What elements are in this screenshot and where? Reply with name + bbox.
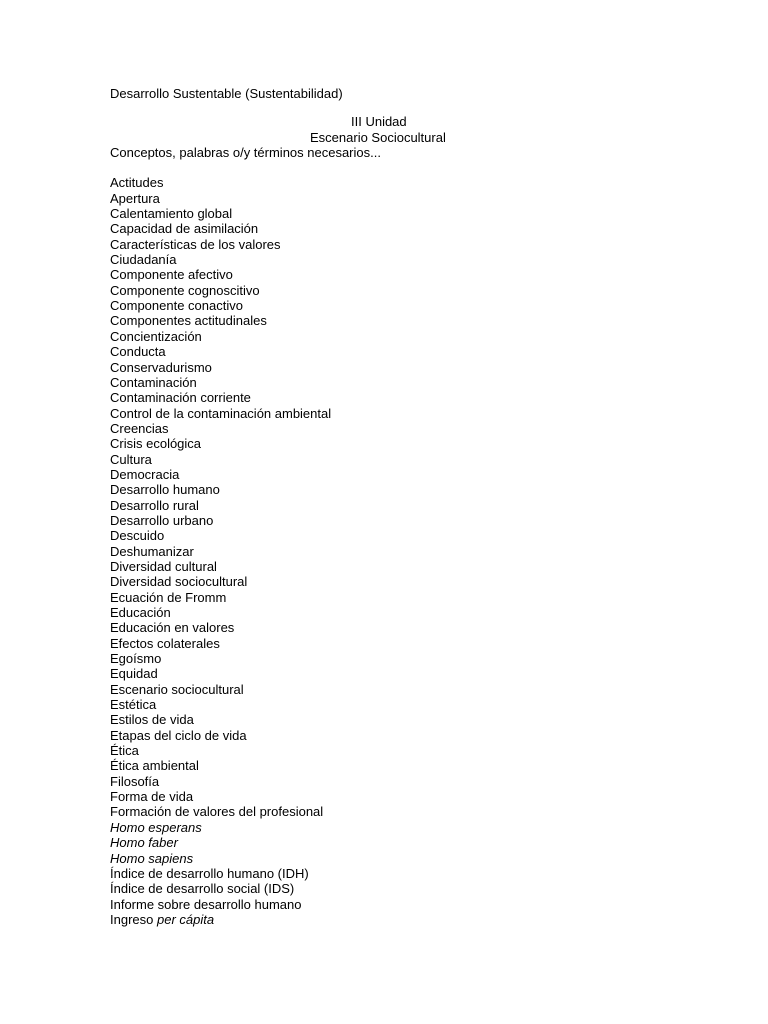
term-item — [110, 574, 710, 589]
term-text: Concientización — [110, 328, 202, 344]
term-text: Filosofía — [110, 773, 160, 789]
term-item — [110, 298, 710, 313]
term-item — [110, 682, 710, 697]
document-page — [110, 86, 710, 927]
term-text: Ética — [110, 743, 139, 759]
term-item — [110, 452, 710, 467]
term-text: Diversidad cultural — [110, 558, 217, 574]
term-item — [110, 866, 710, 881]
term-item — [110, 789, 710, 804]
term-item — [110, 544, 710, 559]
scenario-heading: Escenario Sociocultural — [310, 129, 446, 145]
term-text: Componente cognoscitivo — [110, 282, 260, 298]
term-item — [110, 344, 710, 359]
term-item — [110, 651, 710, 666]
term-text: Contaminación corriente — [110, 390, 251, 406]
term-text: Características de los valores — [110, 236, 281, 252]
term-text: Descuido — [110, 528, 165, 544]
term-text: Homo faber — [110, 835, 178, 851]
term-text: Estilos de vida — [110, 712, 194, 728]
term-item — [110, 528, 710, 543]
term-text: Cultura — [110, 451, 152, 467]
term-text: Control de la contaminación ambiental — [110, 405, 332, 421]
term-item — [110, 482, 710, 497]
term-text: Formación de valores del profesional — [110, 804, 324, 820]
term-text: Efectos colaterales — [110, 635, 220, 651]
term-text: Estética — [110, 697, 157, 713]
term-item — [110, 329, 710, 344]
term-text: Conducta — [110, 344, 166, 360]
term-text: Componente conactivo — [110, 298, 243, 314]
term-text: Calentamiento global — [110, 206, 233, 222]
term-text: Contaminación — [110, 374, 197, 390]
term-text: Informe sobre desarrollo humano — [110, 896, 302, 912]
term-item — [110, 498, 710, 513]
unit-heading: III Unidad — [351, 114, 407, 130]
term-text: Homo esperans — [110, 819, 202, 835]
term-item — [110, 390, 710, 405]
term-text: Democracia — [110, 466, 180, 482]
term-item — [110, 636, 710, 651]
term-item — [110, 375, 710, 390]
term-text: Equidad — [110, 666, 158, 682]
term-text: Crisis ecológica — [110, 436, 202, 452]
term-text: Índice de desarrollo social (IDS) — [110, 881, 295, 897]
term-item — [110, 912, 710, 927]
term-item — [110, 820, 710, 835]
term-item — [110, 666, 710, 681]
term-text: Ética ambiental — [110, 758, 199, 774]
term-item — [110, 175, 710, 190]
term-item — [110, 237, 710, 252]
term-item — [110, 835, 710, 850]
term-item — [110, 513, 710, 528]
intro-text: Conceptos, palabras o/y términos necesarios... — [110, 145, 381, 161]
term-text: Desarrollo urbano — [110, 512, 214, 528]
term-text: Índice de desarrollo humano (IDH) — [110, 865, 309, 881]
term-item — [110, 252, 710, 267]
terms-list — [110, 175, 710, 927]
term-item — [110, 267, 710, 282]
term-text: Educación en valores — [110, 620, 235, 636]
term-text: Homo sapiens — [110, 850, 194, 866]
term-item — [110, 697, 710, 712]
term-text: Egoísmo — [110, 651, 162, 667]
term-item — [110, 421, 710, 436]
term-text: Actitudes — [110, 175, 164, 191]
term-text: Apertura — [110, 190, 160, 206]
term-text: Escenario sociocultural — [110, 681, 244, 697]
term-item — [110, 774, 710, 789]
term-item — [110, 590, 710, 605]
term-item — [110, 881, 710, 896]
term-text: Ciudadanía — [110, 252, 177, 268]
term-item — [110, 436, 710, 451]
term-text: Ecuación de Fromm — [110, 589, 227, 605]
term-text: Educación — [110, 605, 171, 620]
term-item — [110, 728, 710, 743]
term-text: Desarrollo rural — [110, 497, 199, 513]
term-item — [110, 206, 710, 221]
term-text: Componente afectivo — [110, 267, 233, 283]
term-item — [110, 283, 710, 298]
term-item — [110, 851, 710, 866]
term-item — [110, 605, 710, 620]
term-item — [110, 191, 710, 206]
term-text: Etapas del ciclo de vida — [110, 727, 247, 743]
term-item — [110, 406, 710, 421]
term-text: Capacidad de asimilación — [110, 221, 259, 237]
term-item — [110, 743, 710, 758]
term-text: Componentes actitudinales — [110, 313, 267, 329]
term-text: Creencias — [110, 420, 169, 436]
term-item — [110, 467, 710, 482]
term-item — [110, 758, 710, 773]
term-text: Desarrollo humano — [110, 482, 220, 498]
term-item — [110, 897, 710, 912]
term-text: Diversidad sociocultural — [110, 574, 248, 590]
term-item — [110, 360, 710, 375]
term-item — [110, 559, 710, 574]
term-item — [110, 804, 710, 819]
document-title: Desarrollo Sustentable (Sustentabilidad) — [110, 86, 343, 101]
term-item — [110, 313, 710, 328]
term-italic-suffix: per cápita — [156, 911, 215, 927]
term-item — [110, 620, 710, 635]
term-item — [110, 712, 710, 727]
term-text: Forma de vida — [110, 789, 194, 805]
term-item — [110, 221, 710, 236]
term-text: Conservadurismo — [110, 359, 212, 375]
term-text: Deshumanizar — [110, 543, 194, 559]
term-text: Ingreso — [110, 911, 157, 927]
